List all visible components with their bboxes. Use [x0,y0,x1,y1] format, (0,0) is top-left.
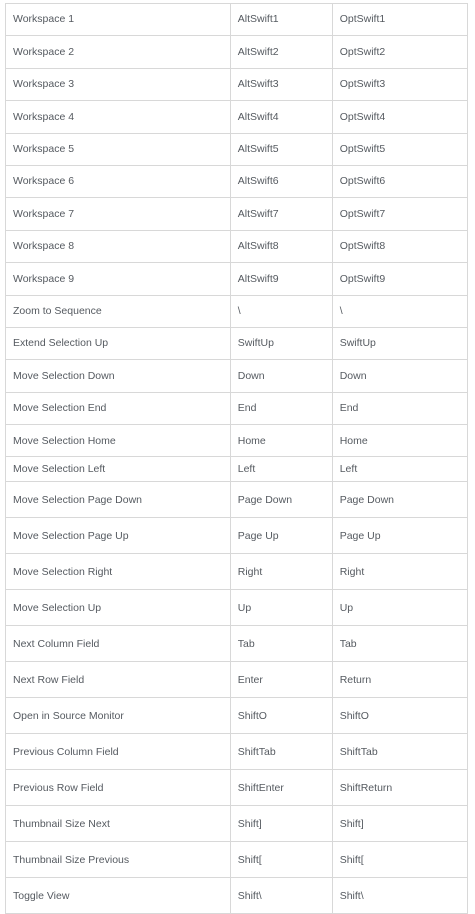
mac-shortcut-cell: Page Down [332,482,467,518]
command-cell: Previous Column Field [6,734,231,770]
table-row [6,842,468,878]
windows-shortcut-cell: Shift\ [230,878,332,914]
mac-shortcut-cell: Left [332,457,467,482]
windows-shortcut-cell: Up [230,590,332,626]
table-row [6,327,468,359]
table-row [6,662,468,698]
command-cell: Move Selection End [6,392,231,424]
command-cell: Move Selection Page Down [6,482,231,518]
table-row [6,4,468,36]
table-row [6,698,468,734]
command-cell: Open in Source Monitor [6,698,231,734]
windows-shortcut-cell: Shift[ [230,842,332,878]
table-row [6,425,468,457]
windows-shortcut-cell: Page Up [230,518,332,554]
mac-shortcut-cell: ShiftO [332,698,467,734]
windows-shortcut-cell: Enter [230,662,332,698]
command-cell: Move Selection Left [6,457,231,482]
mac-shortcut-cell: Down [332,360,467,392]
table-row [6,392,468,424]
command-cell: Workspace 9 [6,263,231,295]
command-cell: Thumbnail Size Previous [6,842,231,878]
mac-shortcut-cell: OptSwift7 [332,198,467,230]
mac-shortcut-cell: OptSwift9 [332,263,467,295]
command-cell: Workspace 3 [6,68,231,100]
windows-shortcut-cell: AltSwift5 [230,133,332,165]
windows-shortcut-cell: AltSwift9 [230,263,332,295]
command-cell: Workspace 2 [6,36,231,68]
mac-shortcut-cell: SwiftUp [332,327,467,359]
command-cell: Next Row Field [6,662,231,698]
windows-shortcut-cell: Right [230,554,332,590]
mac-shortcut-cell: OptSwift8 [332,230,467,262]
windows-shortcut-cell: \ [230,295,332,327]
command-cell: Workspace 6 [6,165,231,197]
command-cell: Thumbnail Size Next [6,806,231,842]
mac-shortcut-cell: OptSwift5 [332,133,467,165]
table-row [6,360,468,392]
table-row [6,133,468,165]
mac-shortcut-cell: Shift[ [332,842,467,878]
windows-shortcut-cell: AltSwift7 [230,198,332,230]
table-row [6,590,468,626]
mac-shortcut-cell: Page Up [332,518,467,554]
command-cell: Move Selection Down [6,360,231,392]
mac-shortcut-cell: End [332,392,467,424]
windows-shortcut-cell: AltSwift3 [230,68,332,100]
windows-shortcut-cell: ShiftEnter [230,770,332,806]
windows-shortcut-cell: Home [230,425,332,457]
command-cell: Workspace 7 [6,198,231,230]
windows-shortcut-cell: AltSwift1 [230,4,332,36]
command-cell: Extend Selection Up [6,327,231,359]
mac-shortcut-cell: Up [332,590,467,626]
command-cell: Zoom to Sequence [6,295,231,327]
windows-shortcut-cell: Tab [230,626,332,662]
windows-shortcut-cell: Shift] [230,806,332,842]
windows-shortcut-cell: AltSwift6 [230,165,332,197]
windows-shortcut-cell: Page Down [230,482,332,518]
command-cell: Previous Row Field [6,770,231,806]
command-cell: Move Selection Right [6,554,231,590]
table-row [6,482,468,518]
command-cell: Next Column Field [6,626,231,662]
shortcuts-table-body [6,4,468,914]
table-row [6,101,468,133]
table-row [6,770,468,806]
mac-shortcut-cell: Shift\ [332,878,467,914]
mac-shortcut-cell: ShiftReturn [332,770,467,806]
table-row [6,806,468,842]
windows-shortcut-cell: AltSwift4 [230,101,332,133]
table-row [6,518,468,554]
mac-shortcut-cell: Right [332,554,467,590]
mac-shortcut-cell: Tab [332,626,467,662]
shortcuts-table [5,3,468,914]
windows-shortcut-cell: ShiftTab [230,734,332,770]
table-row [6,457,468,482]
mac-shortcut-cell: OptSwift6 [332,165,467,197]
mac-shortcut-cell: Shift] [332,806,467,842]
table-row [6,554,468,590]
mac-shortcut-cell: OptSwift2 [332,36,467,68]
windows-shortcut-cell: Left [230,457,332,482]
table-row [6,165,468,197]
table-row [6,263,468,295]
mac-shortcut-cell: OptSwift3 [332,68,467,100]
windows-shortcut-cell: AltSwift8 [230,230,332,262]
windows-shortcut-cell: AltSwift2 [230,36,332,68]
table-row [6,626,468,662]
windows-shortcut-cell: End [230,392,332,424]
table-row [6,198,468,230]
command-cell: Move Selection Home [6,425,231,457]
table-row [6,230,468,262]
table-row [6,878,468,914]
command-cell: Workspace 1 [6,4,231,36]
command-cell: Workspace 5 [6,133,231,165]
command-cell: Move Selection Page Up [6,518,231,554]
windows-shortcut-cell: Down [230,360,332,392]
mac-shortcut-cell: OptSwift4 [332,101,467,133]
mac-shortcut-cell: OptSwift1 [332,4,467,36]
mac-shortcut-cell: \ [332,295,467,327]
mac-shortcut-cell: ShiftTab [332,734,467,770]
windows-shortcut-cell: ShiftO [230,698,332,734]
command-cell: Move Selection Up [6,590,231,626]
command-cell: Toggle View [6,878,231,914]
table-row [6,36,468,68]
windows-shortcut-cell: SwiftUp [230,327,332,359]
table-row [6,734,468,770]
mac-shortcut-cell: Return [332,662,467,698]
command-cell: Workspace 8 [6,230,231,262]
table-row [6,295,468,327]
mac-shortcut-cell: Home [332,425,467,457]
table-row [6,68,468,100]
command-cell: Workspace 4 [6,101,231,133]
